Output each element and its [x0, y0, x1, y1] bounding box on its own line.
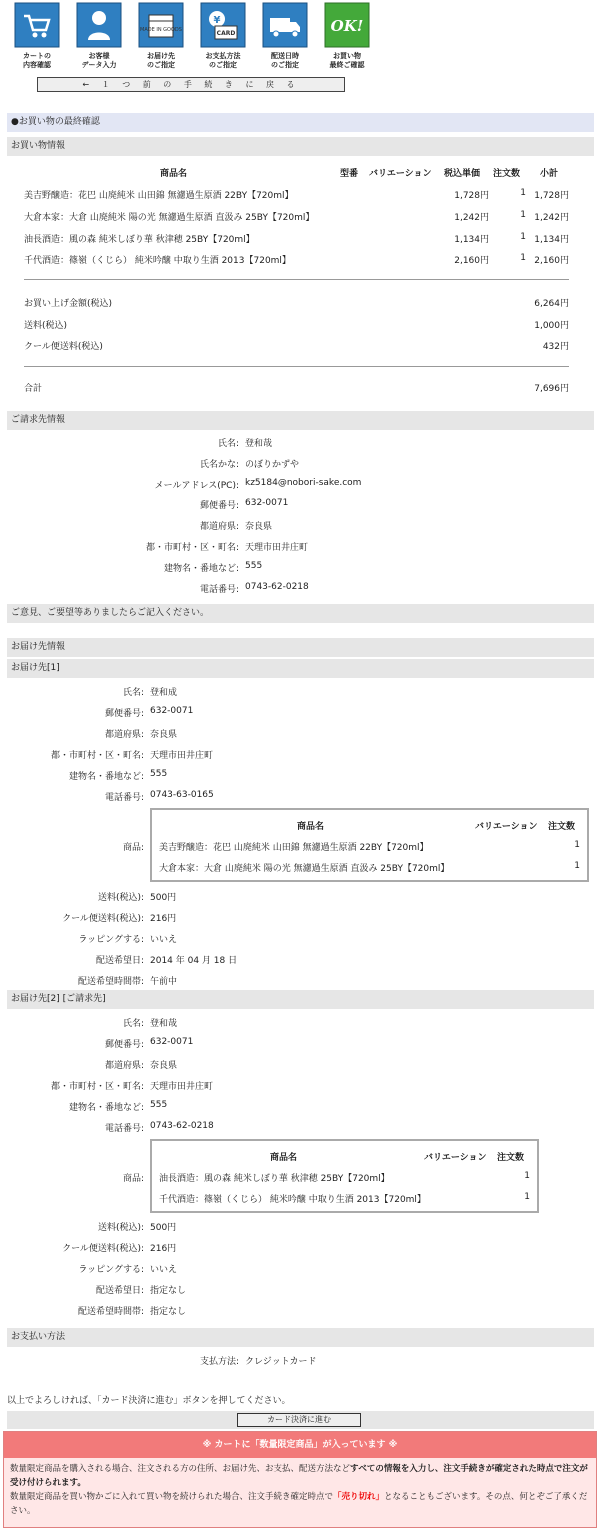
item-name: 美吉野醸造：花巴 山廃純米 山田錦 無濾過生原酒 22BY【720ml】: [24, 191, 294, 201]
dest-label: 郵便番号:: [104, 709, 144, 719]
notice-body: [4, 1458, 596, 1522]
goods-item-qty: 1: [524, 1171, 530, 1181]
goods-item-name: 美吉野醸造：花巴 山廃純米 山田錦 無濾過生原酒 22BY【720ml】: [159, 843, 429, 853]
col-header-name: 商品名: [160, 169, 188, 179]
goods-header-variation: バリエーション: [424, 1153, 487, 1163]
dest-label: 電話番号:: [104, 793, 144, 803]
dest-value: 216円: [150, 914, 177, 924]
step-label: お届け先 のご指定: [147, 52, 175, 69]
goods-label: 商品:: [122, 843, 144, 853]
goods-item-qty: 1: [574, 861, 580, 871]
goods-item-qty: 1: [524, 1192, 530, 1202]
col-header-variation: バリエーション: [369, 169, 432, 179]
notice-text: 数量限定商品を購入される場合、注文される方の住所、お届け先、お支払、配送方法など: [10, 1464, 351, 1474]
dest-value: 指定なし: [150, 1286, 187, 1296]
goods-item-name: 千代酒造：篠嶺（くじら） 純米吟醸 中取り生酒 2013【720ml】: [159, 1195, 426, 1205]
dest-value: 632-0071: [150, 1037, 194, 1047]
item-price: 1,134円: [454, 235, 489, 245]
billing-label: 都道府県:: [199, 522, 239, 532]
dest-label: 電話番号:: [104, 1124, 144, 1134]
dest-label: 都道府県:: [104, 730, 144, 740]
dest-label: ラッピングする:: [78, 935, 144, 945]
shipping-label: 送料(税込): [24, 321, 68, 331]
dest-value: 午前中: [150, 977, 178, 987]
dest-label: 建物名・番地など:: [68, 772, 144, 782]
dest-label: 都道府県:: [104, 1061, 144, 1071]
notice-title: ※ カートに「数量限定商品」が入っています ※: [4, 1432, 596, 1458]
notice-text: となることもございます。その点、何とぞご了承ください。: [10, 1492, 588, 1516]
cool-shipping-label: クール便送料(税込): [24, 342, 103, 352]
dest-label: クール便送料(税込):: [62, 1244, 144, 1254]
progress-steps: [8, 2, 378, 76]
destination-1-title: お届け先[1]: [7, 659, 594, 678]
dest-label: 送料(税込):: [97, 893, 144, 903]
billing-value: 555: [245, 561, 263, 571]
billing-value: 天理市田井庄町: [245, 543, 309, 553]
dest-value: 632-0071: [150, 706, 194, 716]
goods-header-variation: バリエーション: [475, 822, 538, 832]
item-qty: 1: [520, 210, 526, 220]
dest-label: 都・市町村・区・町名:: [50, 1082, 144, 1092]
step-label: カートの 内容確認: [23, 52, 51, 69]
billing-value: 奈良県: [245, 522, 273, 532]
item-price: 1,728円: [454, 191, 489, 201]
shipping-value: 1,000円: [534, 321, 569, 331]
step-label: お支払方法 のご指定: [205, 52, 241, 69]
goods-label: 商品:: [122, 1174, 144, 1184]
billing-label: 電話番号:: [199, 585, 239, 595]
billing-label: メールアドレス(PC):: [154, 481, 239, 491]
payment-value: クレジットカード: [245, 1357, 317, 1367]
billing-label: 氏名かな:: [199, 460, 239, 470]
dest-label: 郵便番号:: [104, 1040, 144, 1050]
billing-value: kz5184@nobori-sake.com: [245, 478, 362, 488]
step-customer-data: [70, 2, 128, 70]
divider: [24, 366, 569, 367]
dest-label: 氏名:: [122, 1019, 144, 1029]
card-caption: CARD: [216, 30, 236, 37]
notice-text: 数量限定商品を買い物かごに入れて買い物を続けられた場合、注文手続き確定時点で: [10, 1492, 334, 1502]
dest-value: 指定なし: [150, 1307, 187, 1317]
dest-value: 500円: [150, 1223, 177, 1233]
gift-box-icon: [138, 2, 184, 48]
item-subtotal: 1,134円: [534, 235, 569, 245]
goods-item-qty: 1: [574, 840, 580, 850]
yen-symbol: ¥: [213, 15, 221, 26]
dest-value: 登和哉: [150, 1019, 178, 1029]
col-header-code: 型番: [340, 169, 359, 179]
ok-icon: [324, 2, 370, 48]
billing-label: 郵便番号:: [199, 501, 239, 511]
goods-header-name: 商品名: [270, 1153, 298, 1163]
dest-value: 登和成: [150, 688, 178, 698]
delivery-section-title: お届け先情報: [7, 638, 594, 657]
step-delivery-time: [256, 2, 314, 70]
payment-label: 支払方法:: [199, 1357, 239, 1367]
item-name: 千代酒造：篠嶺（くじら） 純米吟醸 中取り生酒 2013【720ml】: [24, 256, 291, 266]
cool-shipping-value: 432円: [542, 342, 569, 352]
dest-label: ラッピングする:: [78, 1265, 144, 1275]
step-cart: [8, 2, 66, 70]
item-subtotal: 2,160円: [534, 256, 569, 266]
goods-header-qty: 注文数: [497, 1153, 525, 1163]
dest-label: クール便送料(税込):: [62, 914, 144, 924]
item-price: 1,242円: [454, 213, 489, 223]
item-price: 2,160円: [454, 256, 489, 266]
step-final-confirm: [318, 2, 376, 70]
col-header-qty: 注文数: [493, 169, 521, 179]
dest-value: 天理市田井庄町: [150, 1082, 214, 1092]
goods-item-name: 大倉本家：大倉 山廃純米 陽の光 無濾過生原酒 直汲み 25BY【720ml】: [159, 864, 450, 874]
box-caption: MADE IN GOODS: [140, 27, 182, 33]
comment-bar: ご意見、ご要望等ありましたらご記入ください。: [7, 604, 594, 623]
item-qty: 1: [520, 188, 526, 198]
notice-emphasis: すべての情報を入力し、注文手続きが確定された時点で注文が受け付けられます。: [10, 1464, 588, 1488]
cart-icon: [14, 2, 60, 48]
truck-icon: [262, 2, 308, 48]
dest-value: 2014 年 04 月 18 日: [150, 956, 238, 966]
item-subtotal: 1,242円: [534, 213, 569, 223]
goods-header-qty: 注文数: [548, 822, 576, 832]
destination-2-title: お届け先[2] [ご請求先]: [7, 990, 594, 1009]
yen-card-icon: [200, 2, 246, 48]
dest-2-goods-table: [150, 1139, 539, 1213]
step-label: 配送日時 のご指定: [271, 52, 299, 69]
dest-value: 0743-62-0218: [150, 1121, 214, 1131]
billing-label: 都・市町村・区・町名:: [145, 543, 239, 553]
total-value: 6,264円: [534, 299, 569, 309]
limited-item-notice: [3, 1431, 597, 1528]
dest-value: 奈良県: [150, 1061, 178, 1071]
billing-label: 建物名・番地など:: [163, 564, 239, 574]
divider: [24, 279, 569, 280]
billing-section-title: ご請求先情報: [7, 411, 594, 430]
step-payment-method: [194, 2, 252, 70]
item-qty: 1: [520, 232, 526, 242]
grand-total-label: 合計: [24, 384, 43, 394]
col-header-subtotal: 小計: [540, 169, 559, 179]
total-label: お買い上げ金額(税込): [24, 299, 113, 309]
step-label: お買い物 最終ご確認: [329, 52, 365, 69]
dest-label: 配送希望時間帯:: [77, 977, 144, 987]
dest-value: 500円: [150, 893, 177, 903]
billing-value: 0743-62-0218: [245, 582, 309, 592]
user-icon: [76, 2, 122, 48]
goods-item-name: 油長酒造：風の森 純米しぼり華 秋津穂 25BY【720ml】: [159, 1174, 390, 1184]
dest-label: 配送希望日:: [95, 1286, 144, 1296]
step-delivery-address: [132, 2, 190, 70]
purchase-section-title: お買い物情報: [7, 137, 594, 156]
billing-value: 632-0071: [245, 498, 289, 508]
dest-label: 配送希望日:: [95, 956, 144, 966]
billing-label: 氏名:: [217, 439, 239, 449]
dest-value: いいえ: [150, 1265, 178, 1275]
grand-total-value: 7,696円: [534, 384, 569, 394]
back-button[interactable]: ← １ つ 前 の 手 続 き に 戻 る: [37, 77, 345, 92]
col-header-price: 税込単価: [444, 169, 481, 179]
billing-value: 登和哉: [245, 439, 273, 449]
item-subtotal: 1,728円: [534, 191, 569, 201]
dest-value: 天理市田井庄町: [150, 751, 214, 761]
dest-value: 216円: [150, 1244, 177, 1254]
dest-value: 奈良県: [150, 730, 178, 740]
page-title: ●お買い物の最終確認: [7, 113, 594, 132]
ok-text: OK!: [330, 17, 364, 35]
dest-label: 都・市町村・区・町名:: [50, 751, 144, 761]
dest-value: 555: [150, 1100, 168, 1110]
payment-section-title: お支払い方法: [7, 1328, 594, 1347]
dest-value: 0743-63-0165: [150, 790, 214, 800]
step-label: お客様 データ入力: [81, 52, 117, 69]
item-name: 大倉本家：大倉 山廃純米 陽の光 無濾過生原酒 直汲み 25BY【720ml】: [24, 213, 315, 223]
dest-label: 送料(税込):: [97, 1223, 144, 1233]
dest-value: いいえ: [150, 935, 178, 945]
billing-value: のぼりかずや: [245, 460, 300, 470]
item-name: 油長酒造：風の森 純米しぼり華 秋津穂 25BY【720ml】: [24, 235, 255, 245]
dest-value: 555: [150, 769, 168, 779]
instruction-text: 以上でよろしければ、「カード決済に進む」ボタンを押してください。: [7, 1396, 291, 1406]
dest-label: 配送希望時間帯:: [77, 1307, 144, 1317]
item-qty: 1: [520, 253, 526, 263]
dest-label: 建物名・番地など:: [68, 1103, 144, 1113]
goods-header-name: 商品名: [297, 822, 325, 832]
sold-out-text: 「売り切れ」: [333, 1492, 385, 1502]
card-payment-button[interactable]: カード決済に進む: [237, 1413, 361, 1427]
dest-1-goods-table: [150, 808, 589, 882]
dest-label: 氏名:: [122, 688, 144, 698]
